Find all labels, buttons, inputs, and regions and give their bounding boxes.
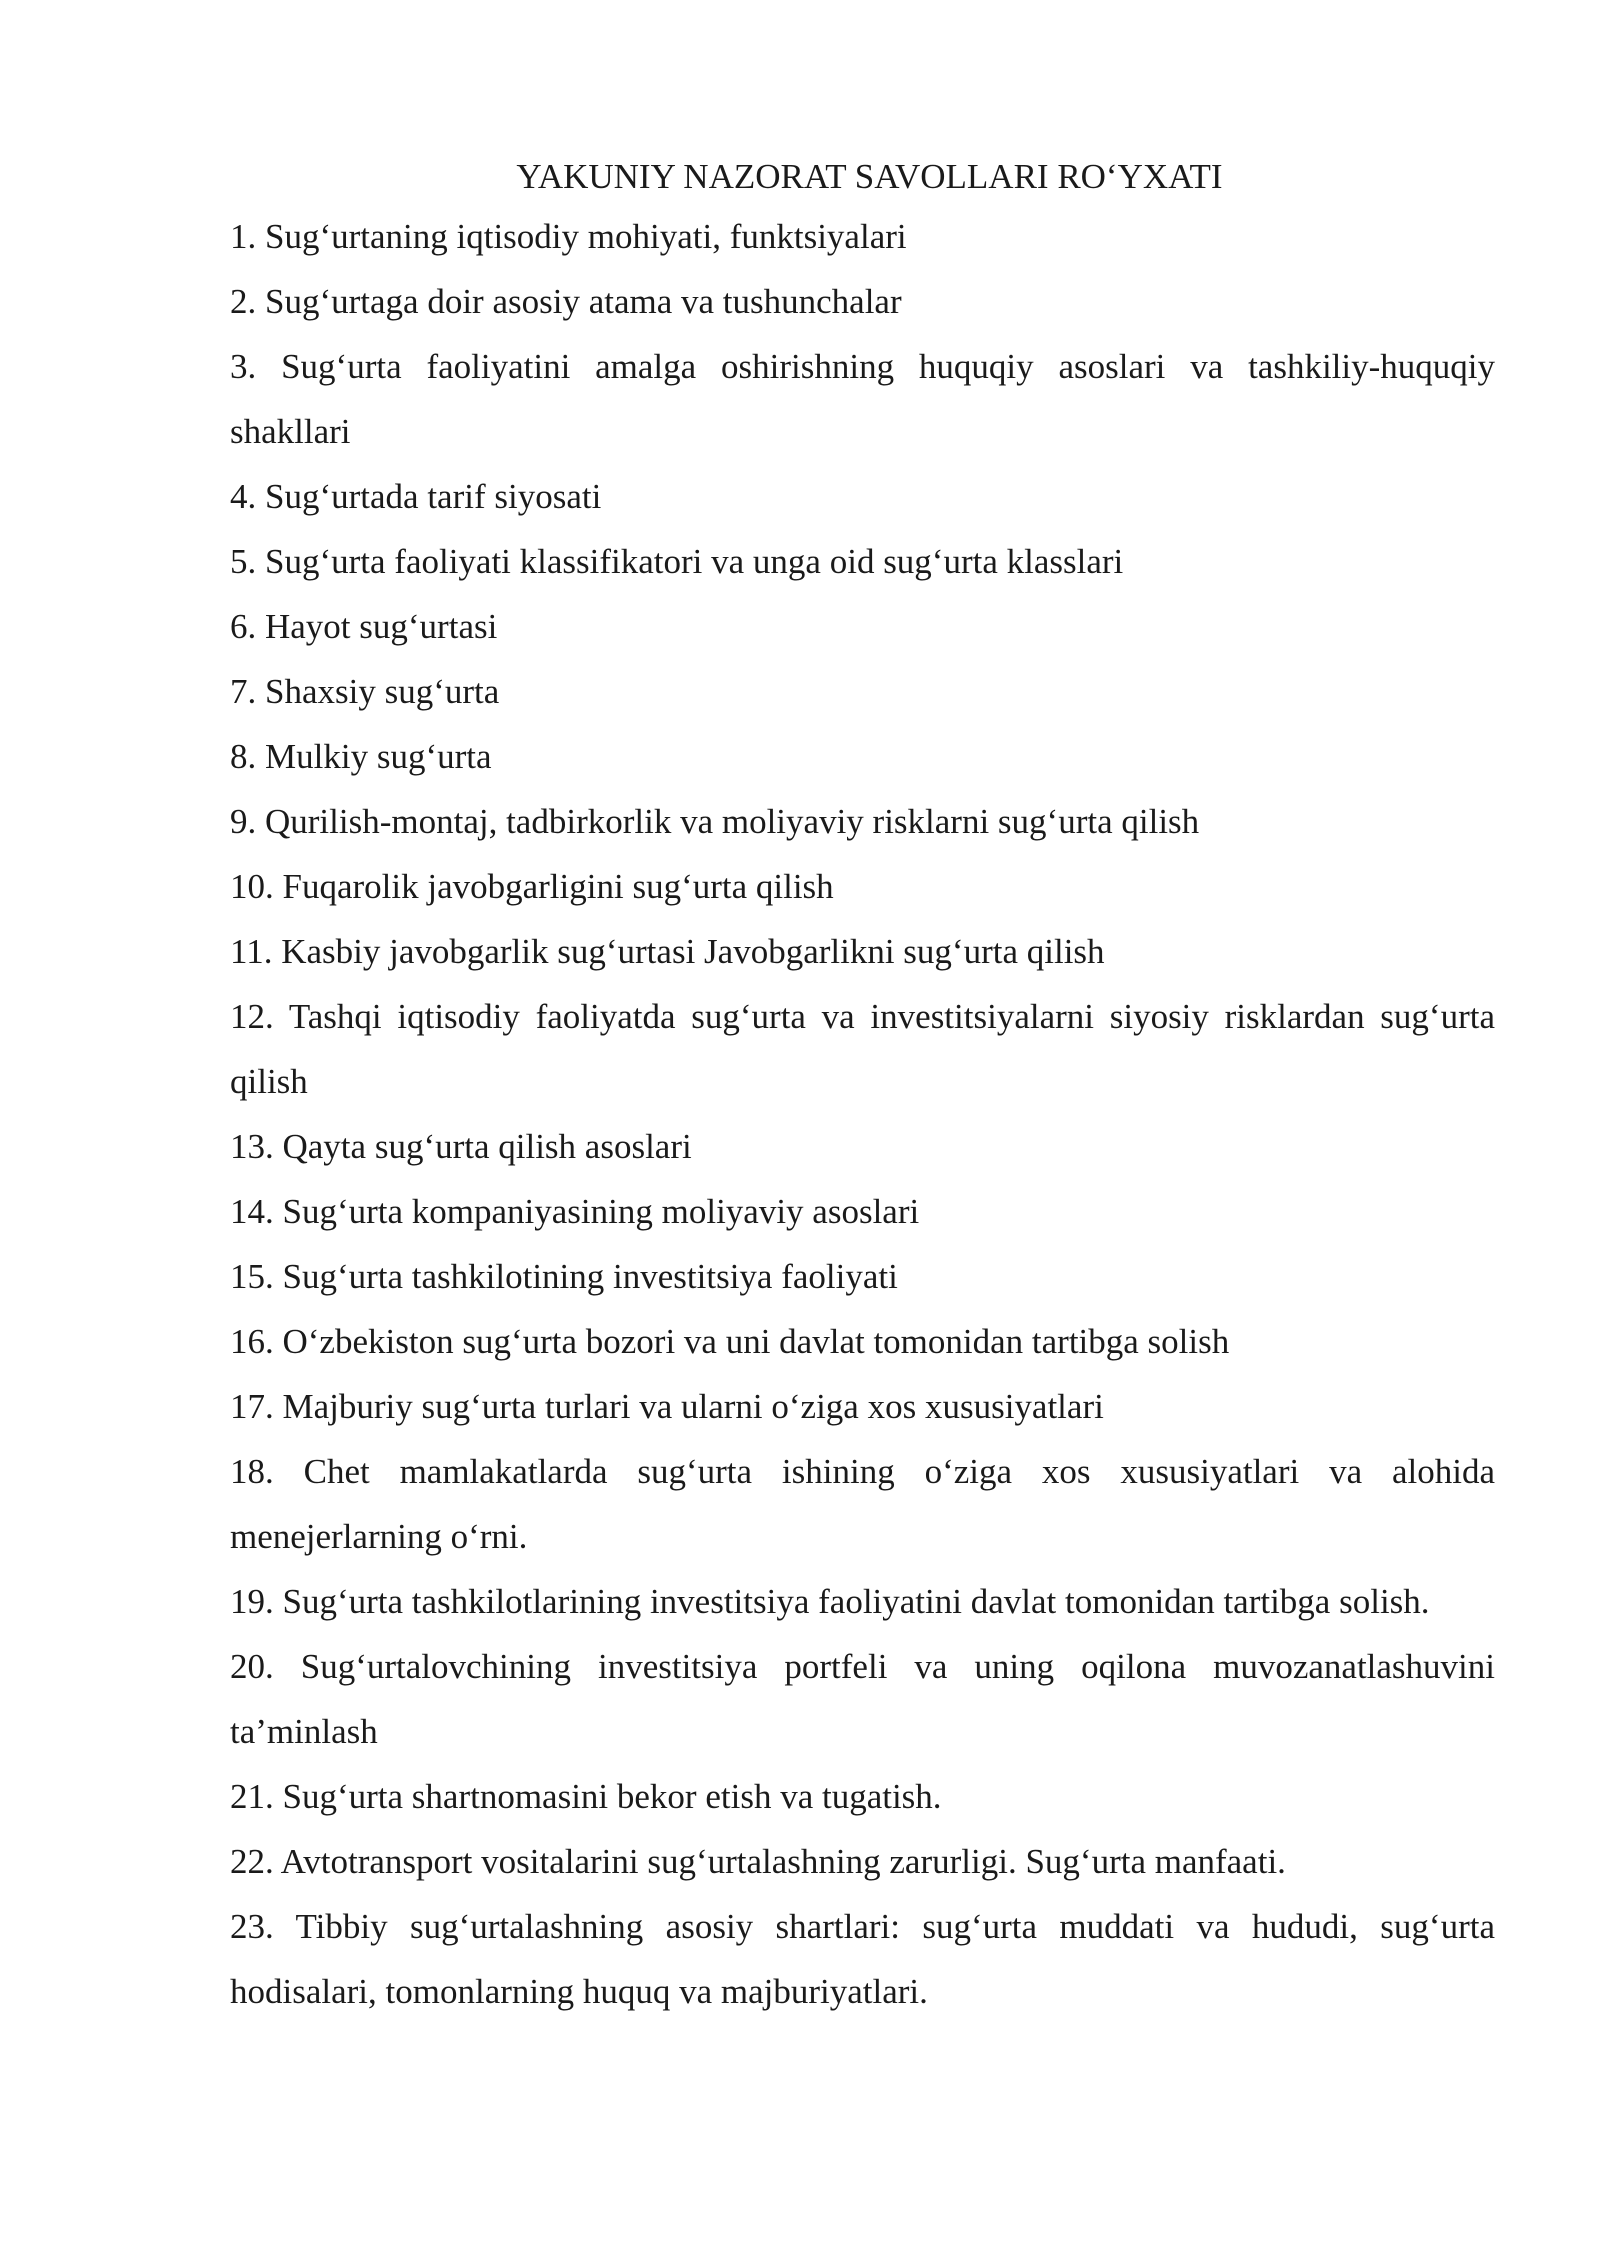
- question-item: 8. Mulkiy sug‘urta: [230, 737, 492, 776]
- question-item: 13. Qayta sug‘urta qilish asoslari: [230, 1127, 692, 1166]
- question-item: 2. Sug‘urtaga doir asosiy atama va tushunchalar: [230, 282, 902, 321]
- document-title: YAKUNIY NAZORAT SAVOLLARI RO‘YXATI: [516, 157, 1223, 196]
- question-item: 6. Hayot sug‘urtasi: [230, 607, 498, 646]
- question-item: 5. Sug‘urta faoliyati klassifikatori va unga oid sug‘urta klasslari: [230, 542, 1124, 581]
- question-item: 15. Sug‘urta tashkilotining investitsiya faoliyati: [230, 1257, 898, 1296]
- question-item: 16. O‘zbekiston sug‘urta bozori va uni davlat tomonidan tartibga solish: [230, 1322, 1230, 1361]
- question-item: 18. Chet mamlakatlarda sug‘urta ishining o‘ziga xos xususiyatlari va alohida menejerlarning o‘rni.: [230, 1452, 1495, 1556]
- question-item: 14. Sug‘urta kompaniyasining moliyaviy asoslari: [230, 1192, 920, 1231]
- question-item: 1. Sug‘urtaning iqtisodiy mohiyati, funktsiyalari: [230, 217, 907, 256]
- question-item: 17. Majburiy sug‘urta turlari va ularni o‘ziga xos xususiyatlari: [230, 1387, 1104, 1426]
- question-item: 23. Tibbiy sug‘urtalashning asosiy shartlari: sug‘urta muddati va hududi, sug‘urta hodisalari, tomonlarning huquq va majburiyatlari.: [230, 1907, 1495, 2011]
- question-item: 22. Avtotransport vositalarini sug‘urtalashning zarurligi. Sug‘urta manfaati.: [230, 1842, 1286, 1881]
- question-item: 21. Sug‘urta shartnomasini bekor etish va tugatish.: [230, 1777, 942, 1816]
- question-item: 10. Fuqarolik javobgarligini sug‘urta qilish: [230, 867, 834, 906]
- question-item: 12. Tashqi iqtisodiy faoliyatda sug‘urta va investitsiyalarni siyosiy risklardan sug‘urta qilish: [230, 997, 1495, 1101]
- question-list: [230, 204, 1495, 2024]
- question-item: 19. Sug‘urta tashkilotlarining investitsiya faoliyatini davlat tomonidan tartibga solish.: [230, 1582, 1430, 1621]
- question-item: 4. Sug‘urtada tarif siyosati: [230, 477, 602, 516]
- question-item: 9. Qurilish-montaj, tadbirkorlik va moliyaviy risklarni sug‘urta qilish: [230, 802, 1200, 841]
- question-item: 11. Kasbiy javobgarlik sug‘urtasi Javobgarlikni sug‘urta qilish: [230, 932, 1105, 971]
- question-item: 7. Shaxsiy sug‘urta: [230, 672, 500, 711]
- question-item: 20. Sug‘urtalovchining investitsiya portfeli va uning oqilona muvozanatlashuvini ta’minlash: [230, 1647, 1495, 1751]
- document-body: [230, 150, 1495, 2024]
- question-item: 3. Sug‘urta faoliyatini amalga oshirishning huquqiy asoslari va tashkiliy-huquqiy shakllari: [230, 347, 1495, 451]
